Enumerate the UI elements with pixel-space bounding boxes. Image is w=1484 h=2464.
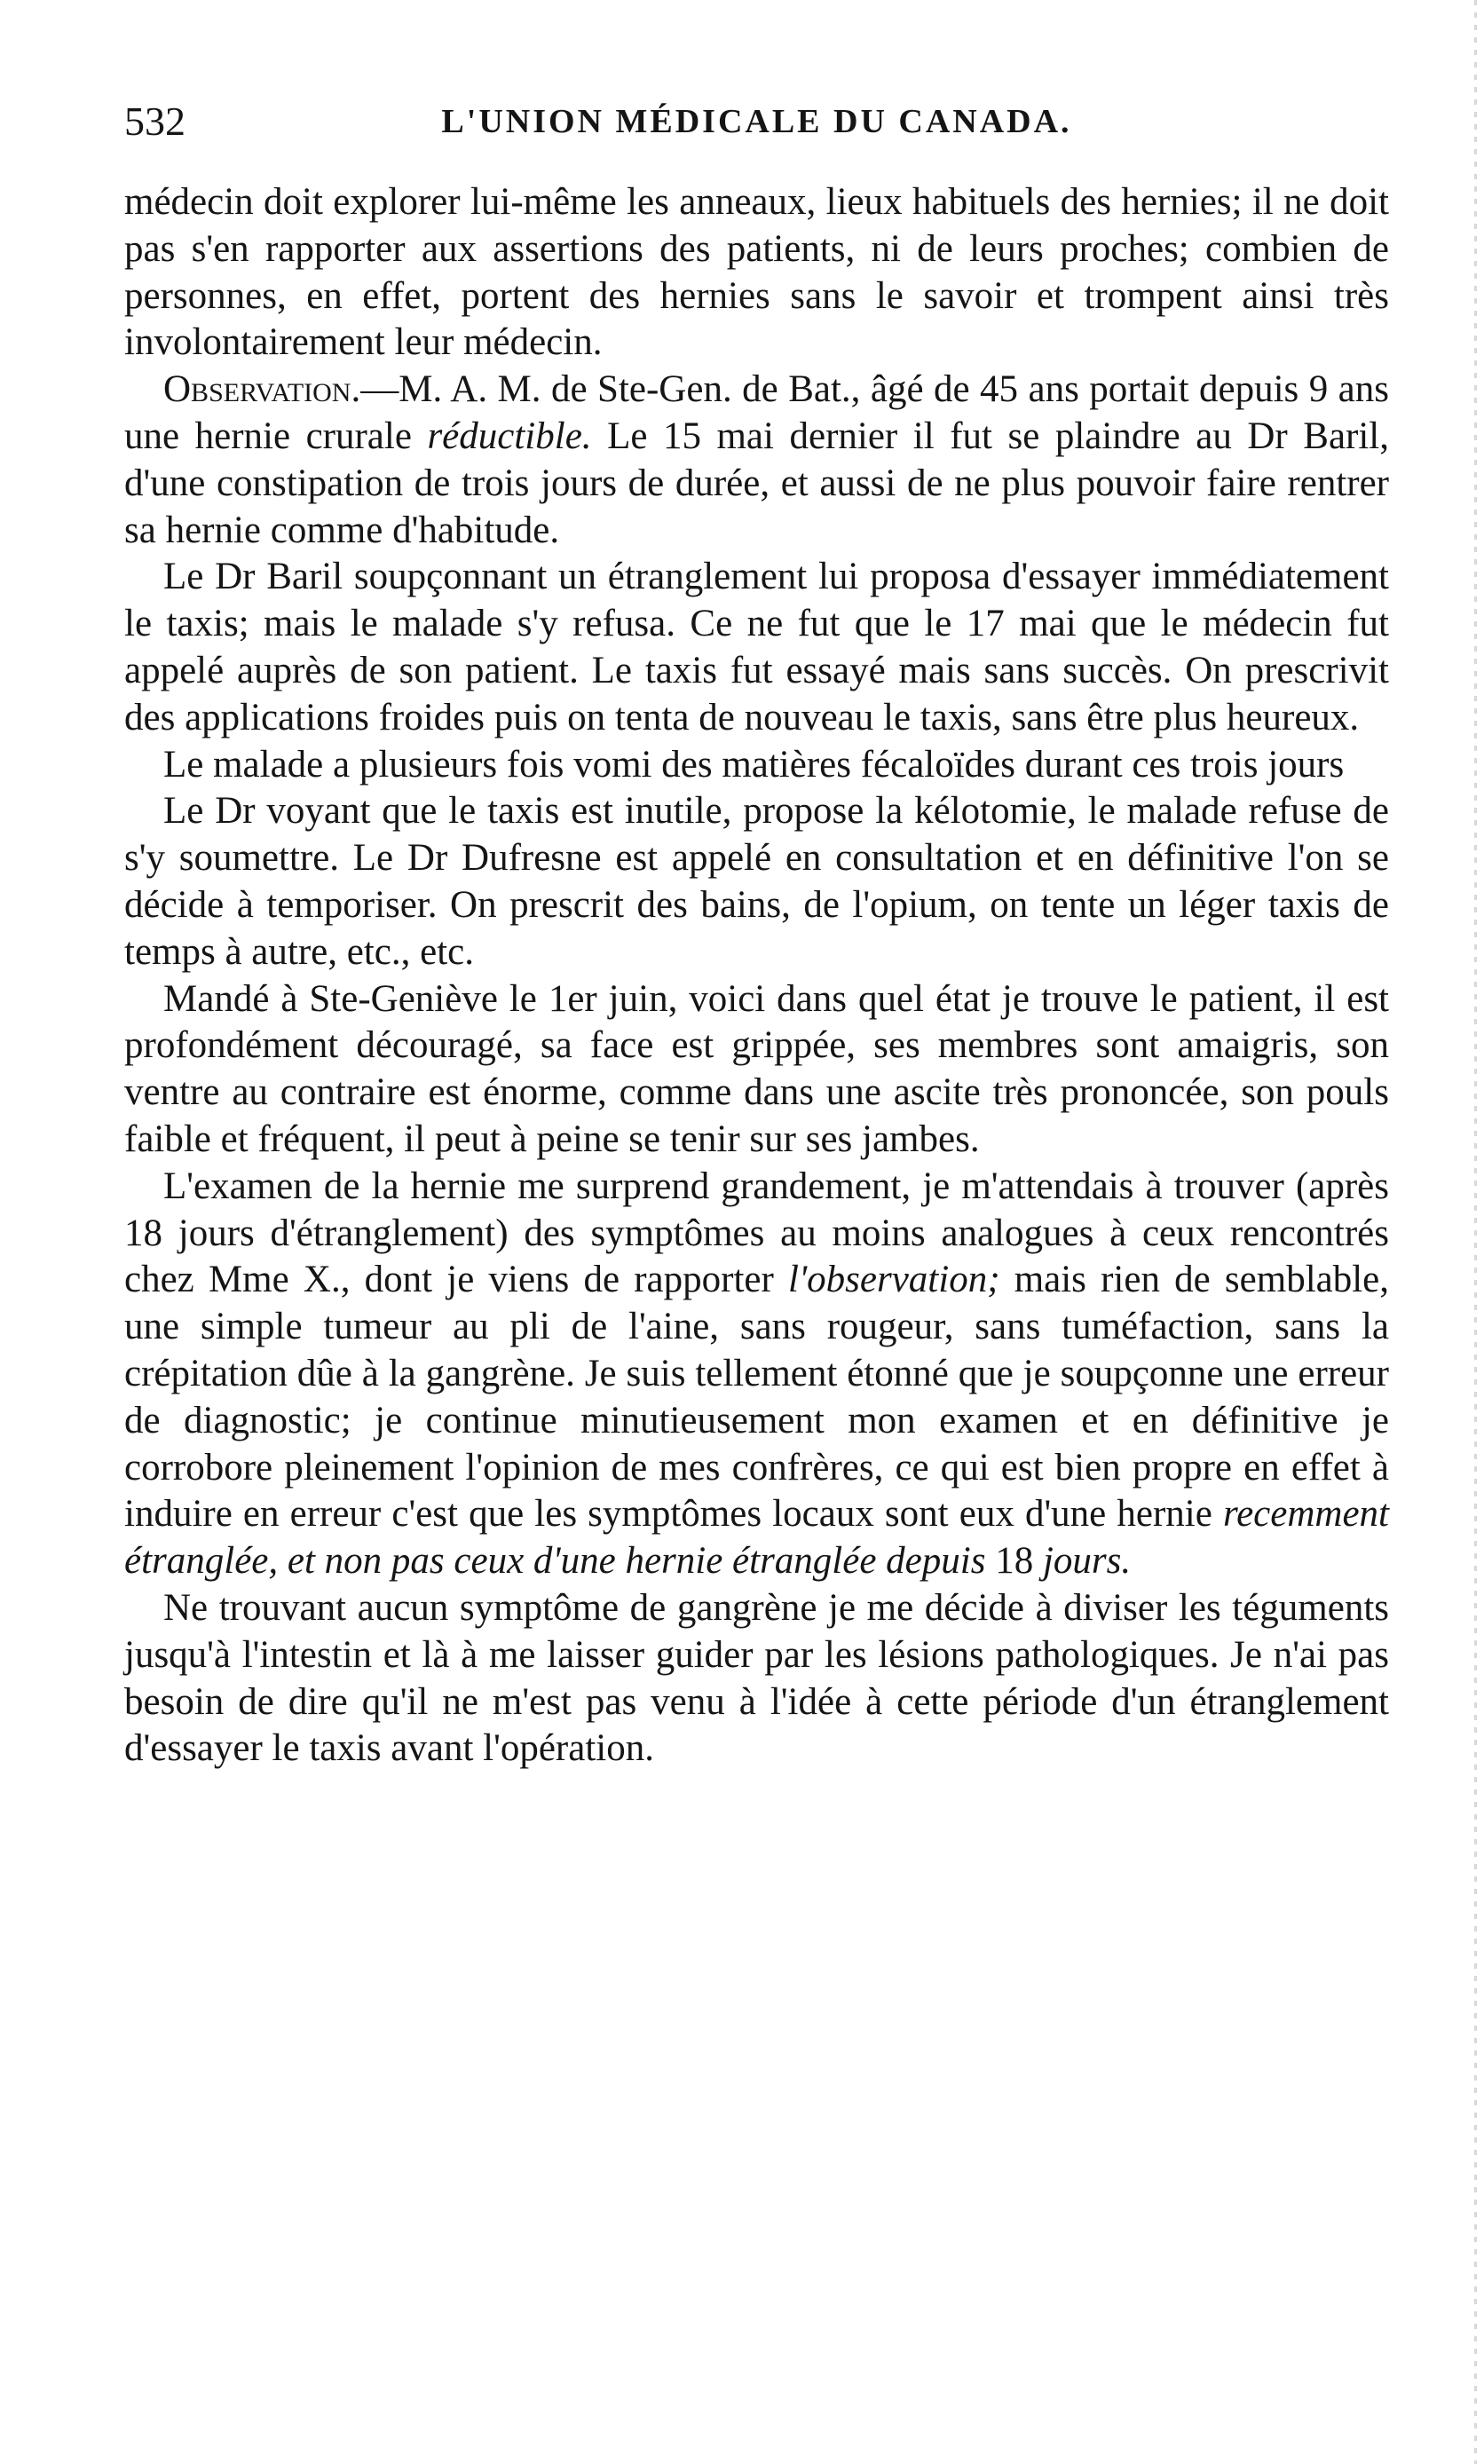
paragraph: Le Dr Baril soupçonnant un étranglement lui proposa d'essayer immédiatement le taxis; mais le malade s'y refusa. Ce ne fut que le 17 mai que le médecin fut appelé auprès de son patient. Le taxis fut essayé mais sans succès. On prescrivit des applications froides puis on tenta de nouveau le taxis, sans être plus heureux.	[124, 556, 1389, 738]
paragraph: Le Dr voyant que le taxis est inutile, propose la kélotomie, le malade refuse de s'y soumettre. Le Dr Dufresne est appelé en consultation et en définitive l'on se décide à temporiser. On prescrit des bains, de l'opium, on tente un léger taxis de temps à autre, etc., etc.	[124, 790, 1389, 973]
text-run: —M. A. M. de Ste-Gen. de Bat., âgé de 45 ans portait depuis 9 ans une hernie crurale	[124, 368, 1389, 457]
italic-run: réductible.	[427, 415, 592, 457]
page-header	[124, 99, 1389, 144]
paragraph-observation	[124, 367, 1389, 554]
paragraph-examination	[124, 1164, 1389, 1585]
text-run: 18	[985, 1540, 1043, 1583]
paragraph: Le malade a plusieurs fois vomi des matières fécaloïdes durant ces trois jours	[163, 743, 1345, 786]
page-edge-mark	[1474, 0, 1477, 2464]
italic-run: l'observation;	[788, 1259, 1000, 1301]
observation-label: Observation.	[163, 368, 361, 411]
paragraph: Mandé à Ste-Geniève le 1er juin, voici dans quel état je trouve le patient, il est profondément découragé, sa face est grippée, ses membres sont amaigris, son ventre au contraire est énorme, comme dans une ascite très prononcée, son pouls faible et fréquent, il peut à peine se tenir sur ses jambes.	[124, 977, 1389, 1160]
text-run: mais rien de semblable, une simple tumeur au pli de l'aine, sans rougeur, sans tuméfaction, sans la crépitation dûe à la gangrène. Je suis tellement étonné que je soupçonne une erreur de diagnostic; je continue minutieusement mon examen et en définitive je corrobore pleinement l'opinion de mes confrères, ce qui est bien propre en effet à induire en erreur c'est que les symptômes locaux sont eux d'une hernie	[124, 1259, 1390, 1536]
text-run: L'examen de la hernie me surprend grandement, je m'attendais à trouver (après 18 jours d'étranglement) des symptômes au moins analogues à ceux rencontrés chez Mme X., dont je viens de rapporter	[124, 1165, 1389, 1301]
italic-run: jours.	[1042, 1540, 1132, 1583]
page-number: 532	[124, 99, 186, 144]
paragraph: Ne trouvant aucun symptôme de gangrène je me décide à diviser les téguments jusqu'à l'intestin et là à me laisser guider par les lésions pathologiques. Je n'ai pas besoin de dire qu'il ne m'est pas venu à l'idée à cette période d'un étranglement d'essayer le taxis avant l'opération.	[124, 1586, 1389, 1770]
text-run: Le 15 mai dernier il fut se plaindre au Dr Baril, d'une constipation de trois jours de durée, et aussi de ne plus pouvoir faire rentrer sa hernie comme d'habitude.	[124, 415, 1389, 551]
italic-run: recemment étranglée, et non pas ceux d'une hernie étranglée depuis	[124, 1493, 1389, 1583]
running-title: L'UNION MÉDICALE DU CANADA.	[441, 103, 1072, 140]
paragraph: médecin doit explorer lui-même les anneaux, lieux habituels des hernies; il ne doit pas s'en rapporter aux assertions des patients, ni de leurs proches; combien de personnes, en effet, portent des hernies sans le savoir et trompent ainsi très involontairement leur médecin.	[124, 181, 1389, 364]
body-text	[124, 179, 1389, 1773]
